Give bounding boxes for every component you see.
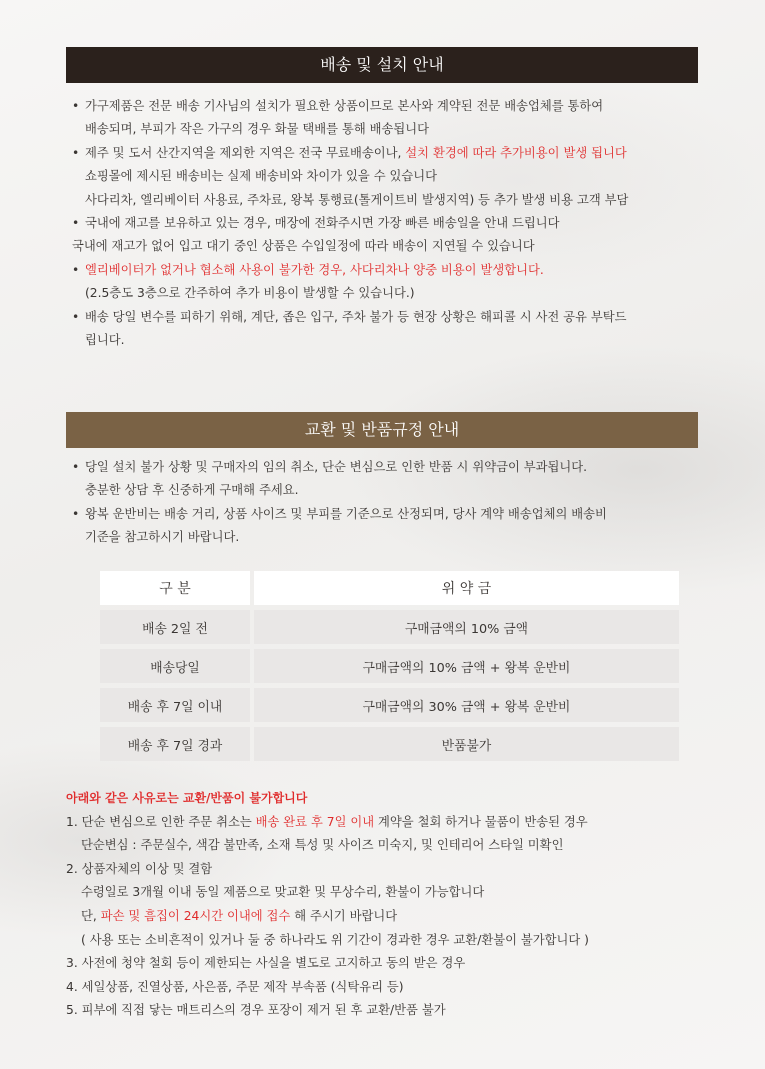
delivery-item-2-cont: 쇼핑몰에 제시된 배송비는 실제 배송비와 차이가 있을 수 있습니다 [85, 169, 437, 184]
no-return-item-1-a: 1. 단순 변심으로 인한 주문 취소는 [66, 814, 256, 829]
no-return-item-2-note-c: 해 주시기 바랍니다 [290, 908, 398, 923]
row-category: 배송 2일 전 [100, 610, 250, 644]
table-row [100, 610, 679, 644]
delivery-banner [66, 47, 698, 83]
delivery-item-2-extra: 사다리차, 엘리베이터 사용료, 주차료, 왕복 통행료(톨게이트비 발생지역) 등 추가 발생 비용 고객 부담 [85, 192, 629, 207]
header-penalty: 위 약 금 [254, 571, 679, 605]
penalty-table [100, 571, 679, 766]
no-return-item-2-note [66, 905, 726, 929]
row-penalty: 반품불가 [254, 727, 679, 761]
delivery-list [72, 95, 712, 352]
no-return-item-2-caveat: ( 사용 또는 소비흔적이 있거나 둘 중 하나라도 위 기간이 경과한 경우 교환/환불이 불가합니다 ) [81, 932, 589, 947]
no-return-item-1-c: 계약을 철회 하거나 물품이 반송된 경우 [374, 814, 588, 829]
exchange-item-2-cont: 기준을 참고하시기 바랍니다. [85, 530, 240, 545]
no-return-item-1-detail: 단순변심 : 주문실수, 색감 불만족, 소재 특성 및 사이즈 미숙지, 및 인테리어 스타일 미확인 [81, 838, 564, 853]
no-return-item-5: 5. 피부에 직접 닿는 매트리스의 경우 포장이 제거 된 후 교환/반품 불가 [66, 1003, 446, 1018]
delivery-item-5: • 배송 당일 변수를 피하기 위해, 계단, 좁은 입구, 주차 불가 등 현장 상황은 해피콜 시 사전 공유 부탁드 [72, 306, 712, 329]
table-row [100, 727, 679, 761]
delivery-item-5-cont: 립니다. [85, 333, 125, 348]
delivery-item-2-text: 제주 및 도서 산간지역을 제외한 지역은 전국 무료배송이나, [85, 145, 406, 160]
delivery-title: 배송 및 설치 안내 [320, 55, 444, 74]
no-return-item-4: 4. 세일상품, 진열상품, 사은품, 주문 제작 부속품 (식탁유리 등) [66, 979, 404, 994]
table-row [100, 688, 679, 722]
delivery-item-4: • 엘리베이터가 없거나 협소해 사용이 불가한 경우, 사다리차나 양중 비용이 발생합니다. [72, 259, 712, 282]
row-category: 배송 후 7일 이내 [100, 688, 250, 722]
delivery-item-3: • 국내에 재고를 보유하고 있는 경우, 매장에 전화주시면 가장 빠른 배송일을 안내 드립니다 [72, 212, 712, 235]
delivery-item-2 [72, 142, 712, 165]
exchange-item-1: • 당일 설치 불가 상황 및 구매자의 임의 취소, 단순 변심으로 인한 반품 시 위약금이 부과됩니다. [72, 456, 712, 479]
exchange-item-2: • 왕복 운반비는 배송 거리, 상품 사이즈 및 부피를 기준으로 산정되며, 당사 계약 배송업체의 배송비 [72, 503, 712, 526]
exchange-banner [66, 412, 698, 448]
no-return-item-3: 3. 사전에 청약 철회 등이 제한되는 사실을 별도로 고지하고 동의 받은 경우 [66, 956, 466, 971]
no-return-item-1 [66, 811, 726, 835]
no-return-item-2-detail: 수령일로 3개월 이내 동일 제품으로 맞교환 및 무상수리, 환불이 가능합니다 [81, 885, 485, 900]
row-category: 배송당일 [100, 649, 250, 683]
delivery-item-1-cont: 배송되며, 부피가 작은 가구의 경우 화물 택배를 통해 배송됩니다 [85, 122, 430, 137]
row-penalty: 구매금액의 10% 금액 + 왕복 운반비 [254, 649, 679, 683]
no-return-item-2-note-a: 단, [81, 908, 101, 923]
delivery-item-1: • 가구제품은 전문 배송 기사님의 설치가 필요한 상품이므로 본사와 계약된 전문 배송업체를 통하여 [72, 95, 712, 118]
exchange-list [72, 456, 712, 550]
no-return-item-2-highlight: 파손 및 흠집이 24시간 이내에 접수 [100, 908, 291, 923]
delivery-item-4-cont: (2.5층도 3층으로 간주하여 추가 비용이 발생할 수 있습니다.) [85, 286, 415, 301]
row-category: 배송 후 7일 경과 [100, 727, 250, 761]
penalty-table-header [100, 571, 679, 605]
exchange-title: 교환 및 반품규정 안내 [304, 420, 460, 439]
table-row [100, 649, 679, 683]
no-return-item-2: 2. 상품자체의 이상 및 결함 [66, 861, 213, 876]
delivery-item-3-cont: 국내에 재고가 없어 입고 대기 중인 상품은 수입일정에 따라 배송이 지연될 수 있습니다 [72, 239, 535, 254]
row-penalty: 구매금액의 10% 금액 [254, 610, 679, 644]
no-return-item-1-highlight: 배송 완료 후 7일 이내 [255, 814, 375, 829]
delivery-item-2-warning: 설치 환경에 따라 추가비용이 발생 됩니다 [405, 145, 627, 160]
row-penalty: 구매금액의 30% 금액 + 왕복 운반비 [254, 688, 679, 722]
exchange-item-1-cont: 충분한 상담 후 신중하게 구매해 주세요. [85, 483, 299, 498]
no-return-title: 아래와 같은 사유로는 교환/반품이 불가합니다 [66, 791, 308, 805]
no-return-section [66, 787, 726, 1023]
header-category: 구 분 [100, 571, 250, 605]
